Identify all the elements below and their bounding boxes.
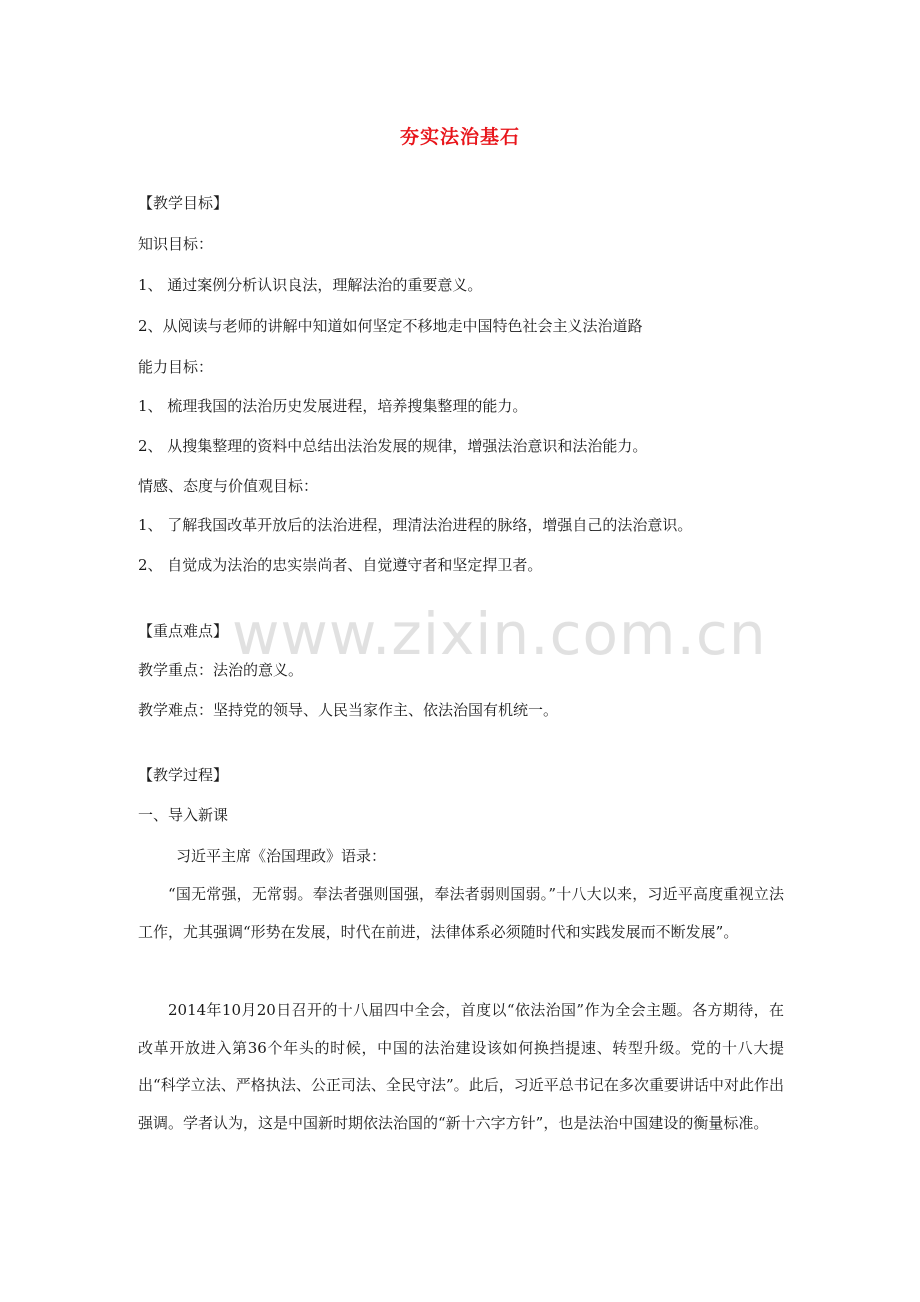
ability-item-1: 1、 梳理我国的法治历史发展进程，培养搜集整理的能力。 xyxy=(138,397,528,415)
teaching-difficulty: 教学难点：坚持党的领导、人民当家作主、依法治国有机统一。 xyxy=(138,701,559,719)
quote-source: 习近平主席《治国理政》语录： xyxy=(176,847,387,865)
knowledge-label: 知识目标： xyxy=(138,235,214,253)
document-title: 夯实法治基石 xyxy=(399,126,520,148)
objectives-heading: 【教学目标】 xyxy=(138,194,229,212)
emotion-label: 情感、态度与价值观目标： xyxy=(138,477,319,495)
paragraph-quote: “国无常强，无常弱。奉法者强则国强，奉法者弱则国弱。”十八大以来，习近平高度重视立法工作，尤其强调“形势在发展，时代在前进，法律体系必须随时代和实践发展而不断发展”。 xyxy=(138,885,784,941)
knowledge-item-1: 1、 通过案例分析认识良法，理解法治的重要意义。 xyxy=(138,276,483,294)
teaching-focus: 教学重点：法治的意义。 xyxy=(138,661,304,679)
emotion-item-2: 2、 自觉成为法治的忠实崇尚者、自觉遵守者和坚定捍卫者。 xyxy=(138,556,543,574)
watermark: www.zixin.com.cn xyxy=(232,600,767,668)
ability-label: 能力目标： xyxy=(138,358,214,376)
process-heading: 【教学过程】 xyxy=(138,766,229,784)
emotion-item-1: 1、 了解我国改革开放后的法治进程，理清法治进程的脉络，增强自己的法治意识。 xyxy=(138,516,693,534)
process-step-1: 一、导入新课 xyxy=(138,806,229,824)
ability-item-2: 2、 从搜集整理的资料中总结出法治发展的规律，增强法治意识和法治能力。 xyxy=(138,437,648,455)
key-points-heading: 【重点难点】 xyxy=(138,622,229,640)
paragraph-plenum: 2014年10月20日召开的十八届四中全会，首度以“依法治国”作为全会主题。各方期待，在改革开放进入第36个年头的时候，中国的法治建设该如何换挡提速、转型升级。党的十八大提出“科学立法、严格执法、公正司法、全民守法”。此后，习近平总书记在多次重要讲话中对此作出强调。学者认为，这是中国新时期依法治国的“新十六字方针”，也是法治中国建设的衡量标准。 xyxy=(138,1001,784,1132)
knowledge-item-2: 2、从阅读与老师的讲解中知道如何坚定不移地走中国特色社会主义法治道路 xyxy=(138,317,643,335)
